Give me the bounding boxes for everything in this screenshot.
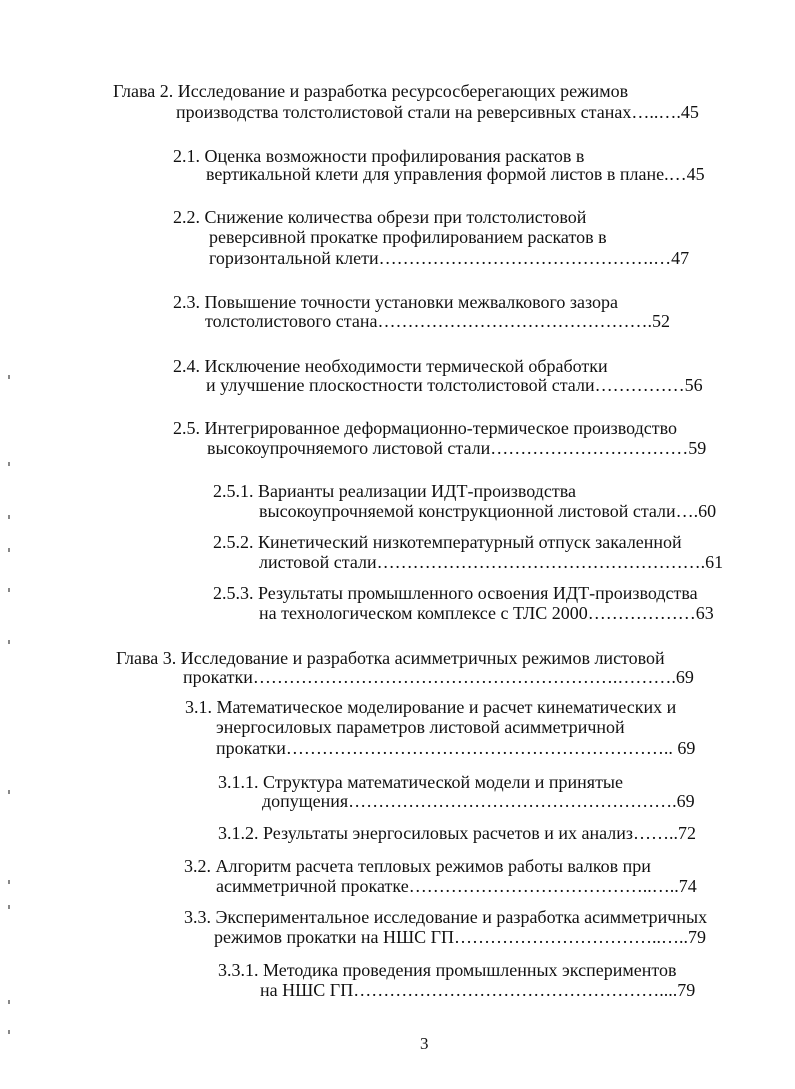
toc-section-2-1-cont: вертикальной клети для управления формой листов в плане.…45: [206, 164, 705, 184]
toc-section-3-1-cont2: прокатки……………………………………………………….. 69: [216, 738, 696, 758]
toc-section-2-4: 2.4. Исключение необходимости термической обработки: [173, 356, 608, 376]
toc-chapter-2-title-cont: производства толстолистовой стали на реверсивных станах…..….45: [176, 102, 699, 122]
toc-chapter-2-title: Глава 2. Исследование и разработка ресурсосберегающих режимов: [113, 81, 629, 101]
toc-section-2-2-cont1: реверсивной прокатке профилированием раскатов в: [209, 227, 607, 247]
toc-section-2-3: 2.3. Повышение точности установки межвалкового зазора: [173, 292, 618, 312]
scan-artifact: [8, 640, 10, 644]
toc-section-3-2-cont: асимметричной прокатке…………………………………..…..74: [216, 876, 697, 896]
toc-section-2-2: 2.2. Снижение количества обрези при толстолистовой: [173, 207, 587, 227]
toc-section-2-1: 2.1. Оценка возможности профилирования раскатов в: [173, 146, 585, 166]
scan-artifact: [8, 1030, 10, 1034]
page-number: 3: [420, 1034, 429, 1053]
toc-section-2-5: 2.5. Интегрированное деформационно-термическое производство: [173, 418, 678, 438]
toc-subsection-3-3-1: 3.3.1. Методика проведения промышленных экспериментов: [218, 960, 677, 980]
toc-chapter-3-title-cont: прокатки…………………………………………………….……….69: [183, 667, 694, 687]
toc-subsection-2-5-1-cont: высокоупрочняемой конструкционной листовой стали….60: [259, 501, 717, 521]
scan-artifact: [8, 515, 10, 519]
toc-section-3-2: 3.2. Алгоритм расчета тепловых режимов работы валков при: [184, 856, 651, 876]
toc-section-2-5-cont: высокоупрочняемого листовой стали……………………………59: [207, 438, 707, 458]
scan-artifact: [8, 790, 10, 794]
toc-subsection-2-5-3: 2.5.3. Результаты промышленного освоения ИДТ-производства: [213, 583, 698, 603]
toc-chapter-3-title: Глава 3. Исследование и разработка асимметричных режимов листовой: [116, 648, 665, 668]
toc-section-3-1: 3.1. Математическое моделирование и расчет кинематических и: [185, 697, 677, 717]
toc-subsection-3-1-1-cont: допущения……………………………………………….69: [262, 791, 695, 811]
scan-artifact: [8, 905, 10, 909]
toc-section-2-3-cont: толстолистового стана……………………………………….52: [205, 311, 670, 331]
toc-section-2-2-cont2: горизонтальной клети……………………………………….…47: [209, 248, 690, 268]
scan-artifact: [8, 548, 10, 552]
toc-subsection-2-5-2: 2.5.2. Кинетический низкотемпературный отпуск закаленной: [213, 532, 682, 552]
toc-section-3-3-cont: режимов прокатки на НШС ГП……………………………..…..79: [214, 927, 707, 947]
scan-artifact: [8, 462, 10, 466]
toc-subsection-2-5-3-cont: на технологическом комплексе с ТЛС 2000………………63: [259, 603, 714, 623]
toc-subsection-3-1-1: 3.1.1. Структура математической модели и принятые: [218, 772, 624, 792]
scan-artifact: [8, 1000, 10, 1004]
toc-section-3-3: 3.3. Экспериментальное исследование и разработка асимметричных: [184, 907, 708, 927]
toc-section-2-4-cont: и улучшение плоскостности толстолистовой стали……………56: [206, 375, 703, 395]
scan-artifact: [8, 880, 10, 884]
scan-artifact: [8, 375, 10, 379]
toc-subsection-2-5-1: 2.5.1. Варианты реализации ИДТ-производства: [213, 481, 576, 501]
toc-subsection-2-5-2-cont: листовой стали……………………………………………….61: [259, 552, 724, 572]
toc-subsection-3-3-1-cont: на НШС ГП……………………………………………....79: [260, 980, 696, 1000]
toc-section-3-1-cont1: энергосиловых параметров листовой асимметричной: [216, 717, 625, 737]
scan-artifact: [8, 588, 10, 592]
toc-subsection-3-1-2: 3.1.2. Результаты энергосиловых расчетов и их анализ……..72: [218, 823, 696, 843]
